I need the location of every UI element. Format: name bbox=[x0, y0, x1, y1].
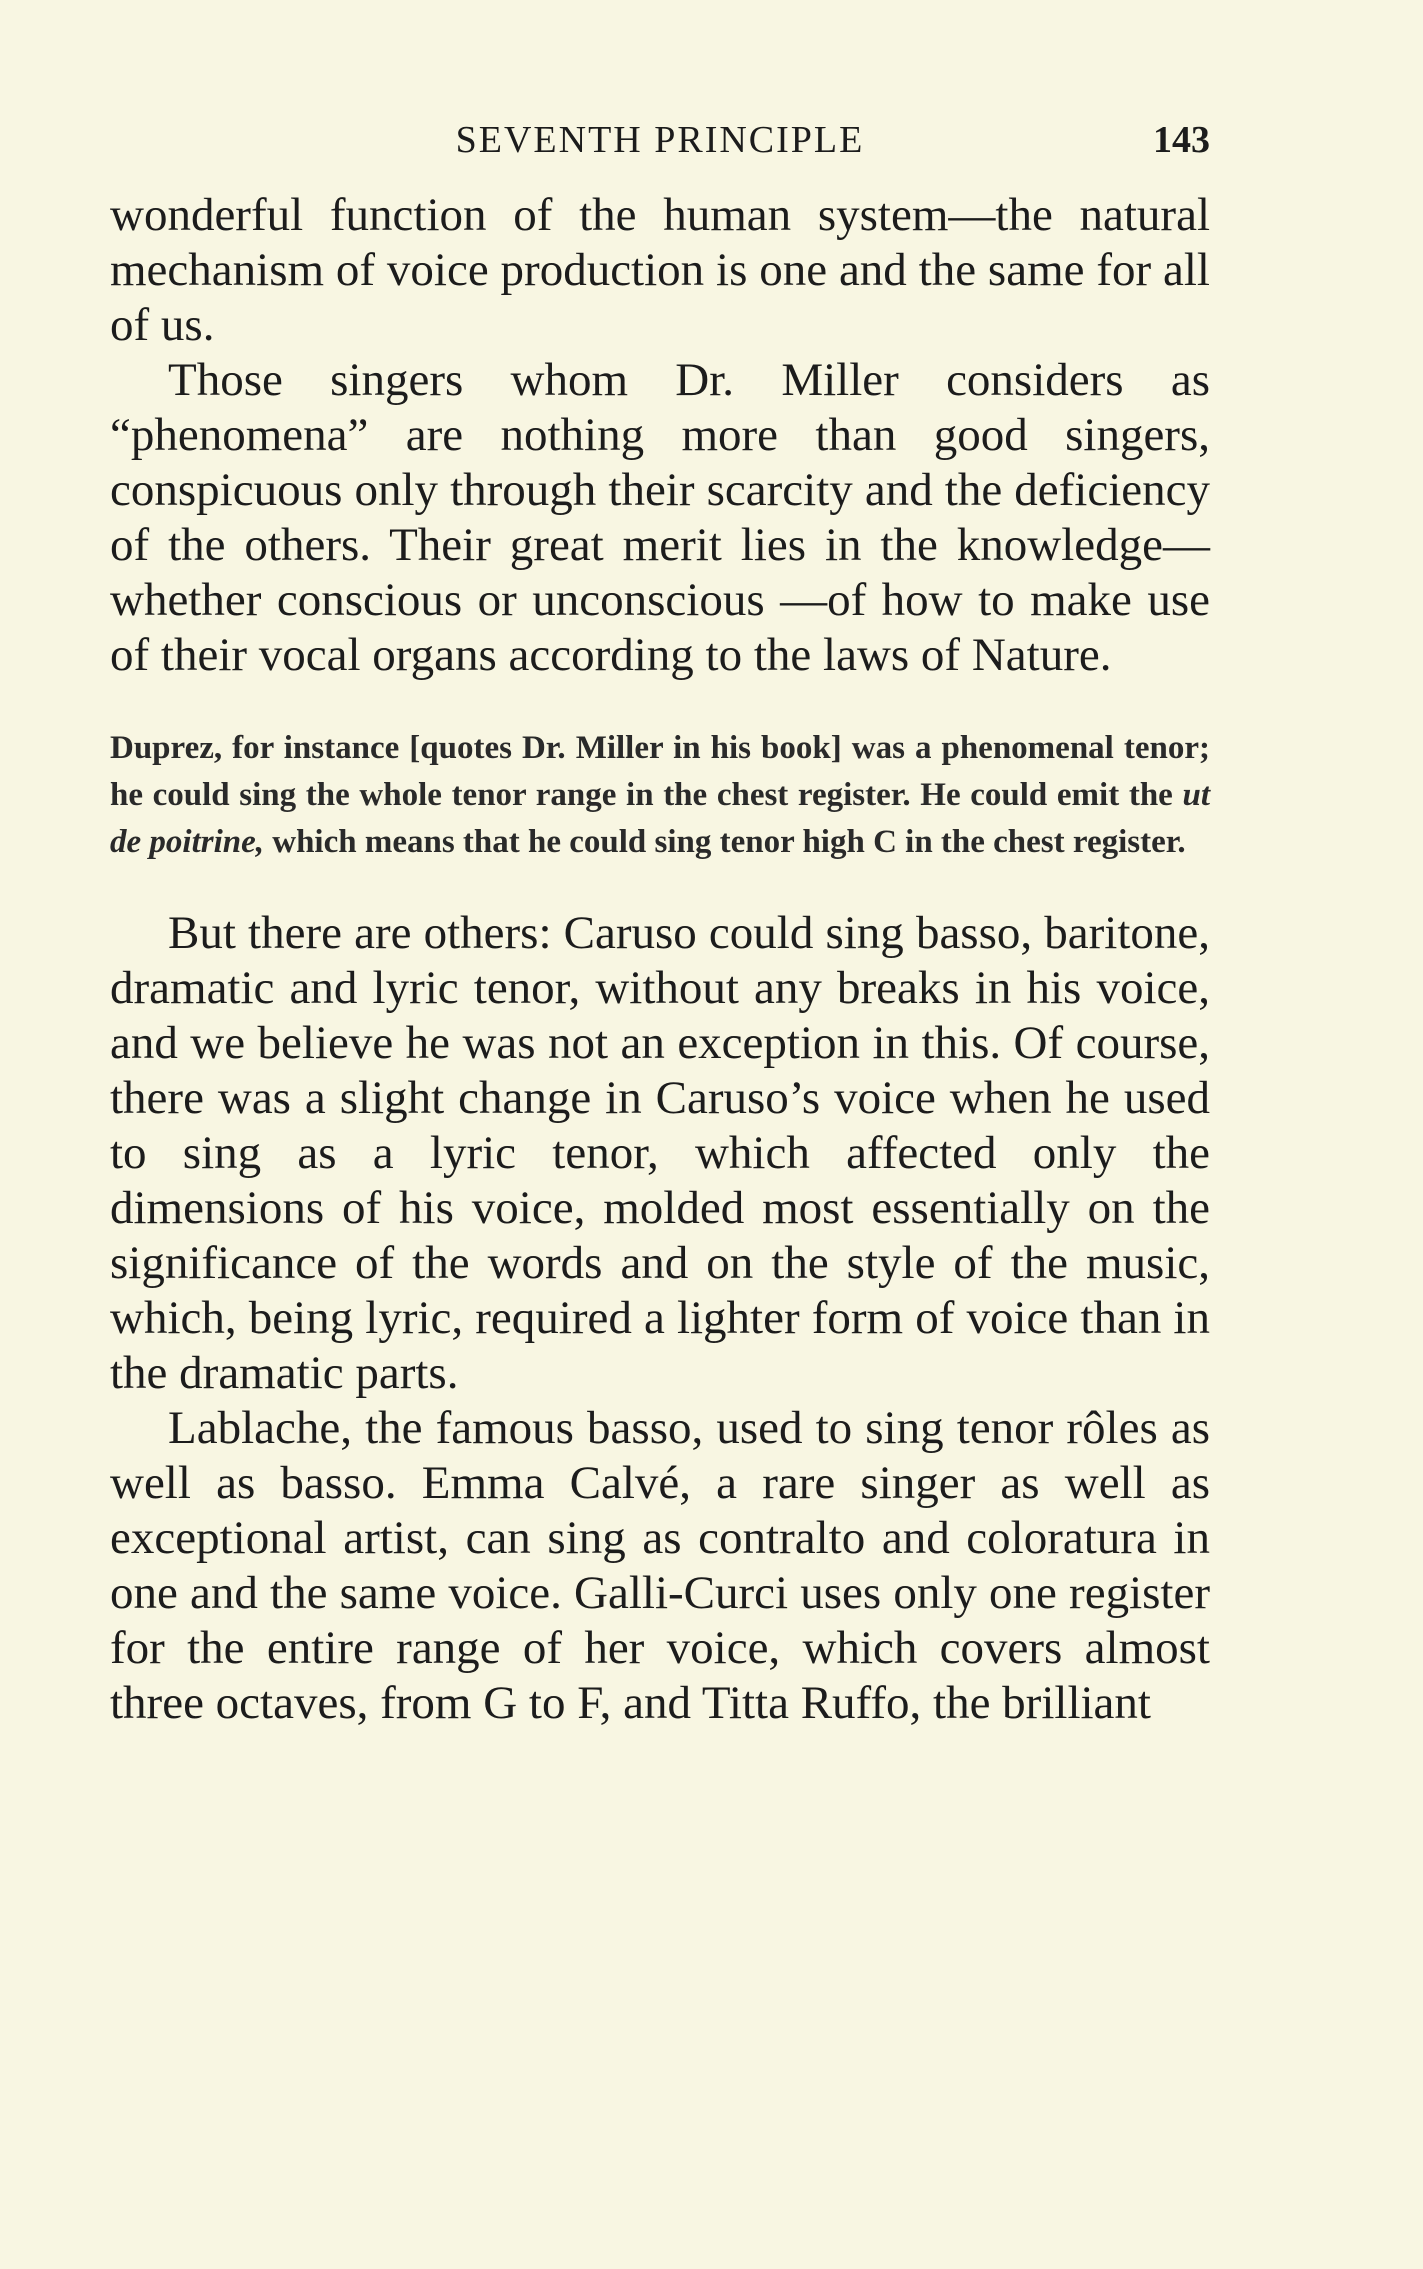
quote-text-end: which means that he could sing tenor high C in the chest register. bbox=[264, 824, 1186, 860]
quote-italic-term: ut de poitrine, bbox=[110, 777, 1210, 860]
main-text bbox=[110, 188, 1210, 683]
block-quote bbox=[110, 725, 1210, 866]
paragraph-phenomena: Those singers whom Dr. Miller considers as “phenomena” are nothing more than good singers, conspicuous only through their scarcity and the deficiency of the others. Their great merit lies in the knowledge—whether conscious or unconscious —of how to make use of their vocal organs according to the laws of Nature. bbox=[110, 354, 1210, 681]
paragraph-lablache: Lablache, the famous basso, used to sing tenor rôles as well as basso. Emma Calvé, a rare singer as well as exceptional artist, can sing as contralto and coloratura in one and the same voice. Galli-Curci uses only one register for the entire range of her voice, which covers almost three octaves, from G to F, and Titta Ruffo, the brilliant bbox=[110, 1402, 1210, 1729]
book-page bbox=[110, 110, 1210, 1731]
paragraph-continued: wonderful function of the human system—the natural mechanism of voice production is one and the same for all of us. bbox=[110, 189, 1210, 351]
paragraph-caruso: But there are others: Caruso could sing basso, baritone, dramatic and lyric tenor, without any breaks in his voice, and we believe he was not an exception in this. Of course, there was a slight change in Caruso’s voice when he used to sing as a lyric tenor, which affected only the dimensions of his voice, molded most essentially on the significance of the words and on the style of the music, which, being lyric, required a lighter form of voice than in the dramatic parts. bbox=[110, 907, 1210, 1399]
running-head bbox=[110, 110, 1210, 180]
quote-text bbox=[110, 725, 1210, 866]
quote-text-start: Duprez, for instance [quotes Dr. Miller in his book] was a phenomenal tenor; he could sing the whole tenor range in the chest register. He could emit the bbox=[110, 730, 1210, 813]
page-number: 143 bbox=[1153, 119, 1210, 161]
running-head-title: SEVENTH PRINCIPLE bbox=[455, 119, 865, 161]
main-text-continued bbox=[110, 906, 1210, 1731]
